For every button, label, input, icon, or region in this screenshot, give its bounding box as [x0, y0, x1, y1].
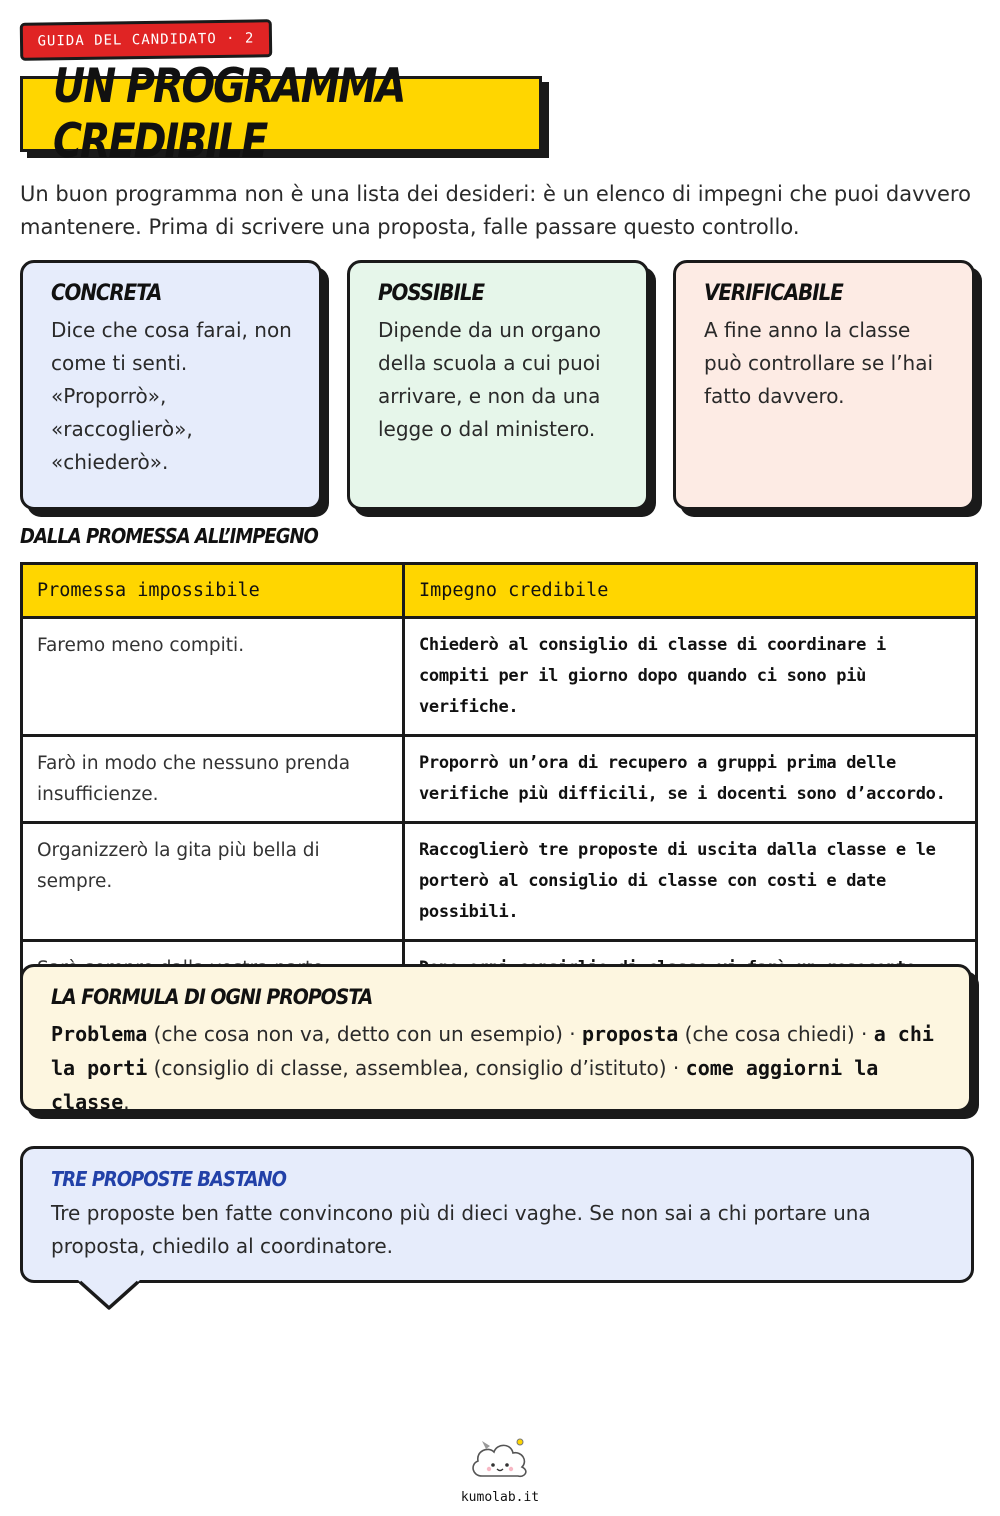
promise-cell: Faremo meno compiti.	[22, 618, 404, 736]
card-verificabile	[673, 260, 975, 510]
header-promessa: Promessa impossibile	[22, 564, 404, 618]
table-row	[22, 618, 977, 736]
formula-term: come aggiorni la classe	[51, 1056, 879, 1114]
formula-desc: .	[123, 1090, 130, 1114]
header-impegno: Impegno credibile	[404, 564, 977, 618]
intro-text: Un buon programma non è una lista dei desideri: è un elenco di impegni che puoi davvero mantenere. Prima di scrivere una proposta, falle passare questo controllo.	[20, 182, 971, 239]
formula-desc: (che cosa chiedi) ·	[678, 1022, 874, 1046]
comparison-table	[20, 562, 978, 1029]
card-text: Dipende da un organo della scuola a cui puoi arrivare, e non da una legge o dal ministero.	[378, 318, 601, 441]
speech-tail-icon	[78, 1280, 140, 1312]
table-header-row	[22, 564, 977, 618]
card-possibile	[347, 260, 649, 510]
table-row	[22, 823, 977, 941]
tip-bubble	[20, 1146, 974, 1283]
promise-cell: Organizzerò la gita più bella di sempre.	[22, 823, 404, 941]
formula-term: a chi la porti	[51, 1022, 934, 1080]
page-title: UN PROGRAMMA CREDIBILE	[53, 58, 405, 170]
site-name: kumolab.it	[460, 1490, 540, 1505]
badge-label: GUIDA DEL CANDIDATO · 2	[37, 30, 255, 50]
title-banner	[20, 58, 542, 170]
formula-desc: (consiglio di classe, assemblea, consiglio d’istituto) ·	[147, 1056, 686, 1080]
tip-text: Tre proposte ben fatte convincono più di dieci vaghe. Se non sai a chi portare una proposta, chiedilo al coordinatore.	[51, 1201, 871, 1258]
guide-badge	[20, 19, 273, 61]
card-title: VERIFICABILE	[704, 281, 843, 306]
table-row	[22, 736, 977, 823]
footer	[440, 1432, 560, 1505]
card-title: CONCRETA	[51, 281, 162, 306]
formula-box	[20, 964, 972, 1112]
card-title: POSSIBILE	[378, 281, 484, 306]
formula-desc: (che cosa non va, detto con un esempio) ·	[147, 1022, 582, 1046]
formula-title: LA FORMULA DI OGNI PROPOSTA	[51, 985, 373, 1009]
formula-term: proposta	[581, 1022, 679, 1046]
formula-term: Problema	[51, 1022, 148, 1046]
promise-cell: Farò in modo che nessuno prenda insufficienze.	[22, 736, 404, 823]
section-title: DALLA PROMESSA ALL’IMPEGNO	[20, 524, 318, 548]
card-text: Dice che cosa farai, non come ti senti. «Proporrò», «raccoglierò», «chiederò».	[51, 318, 292, 474]
commitment-cell: Chiederò al consiglio di classe di coordinare i compiti per il giorno dopo quando ci sono più verifiche.	[404, 618, 977, 736]
commitment-cell: Proporrò un’ora di recupero a gruppi prima delle verifiche più difficili, se i docenti sono d’accordo.	[404, 736, 977, 823]
formula-text	[51, 1017, 945, 1119]
tip-title: TRE PROPOSTE BASTANO	[51, 1167, 286, 1191]
commitment-cell: Raccoglierò tre proposte di uscita dalla classe e le porterò al consiglio di classe con costi e date possibili.	[404, 823, 977, 941]
cloud-mascot-icon	[468, 1432, 532, 1484]
card-concreta	[20, 260, 322, 510]
card-text: A fine anno la classe può controllare se l’hai fatto davvero.	[704, 318, 934, 408]
